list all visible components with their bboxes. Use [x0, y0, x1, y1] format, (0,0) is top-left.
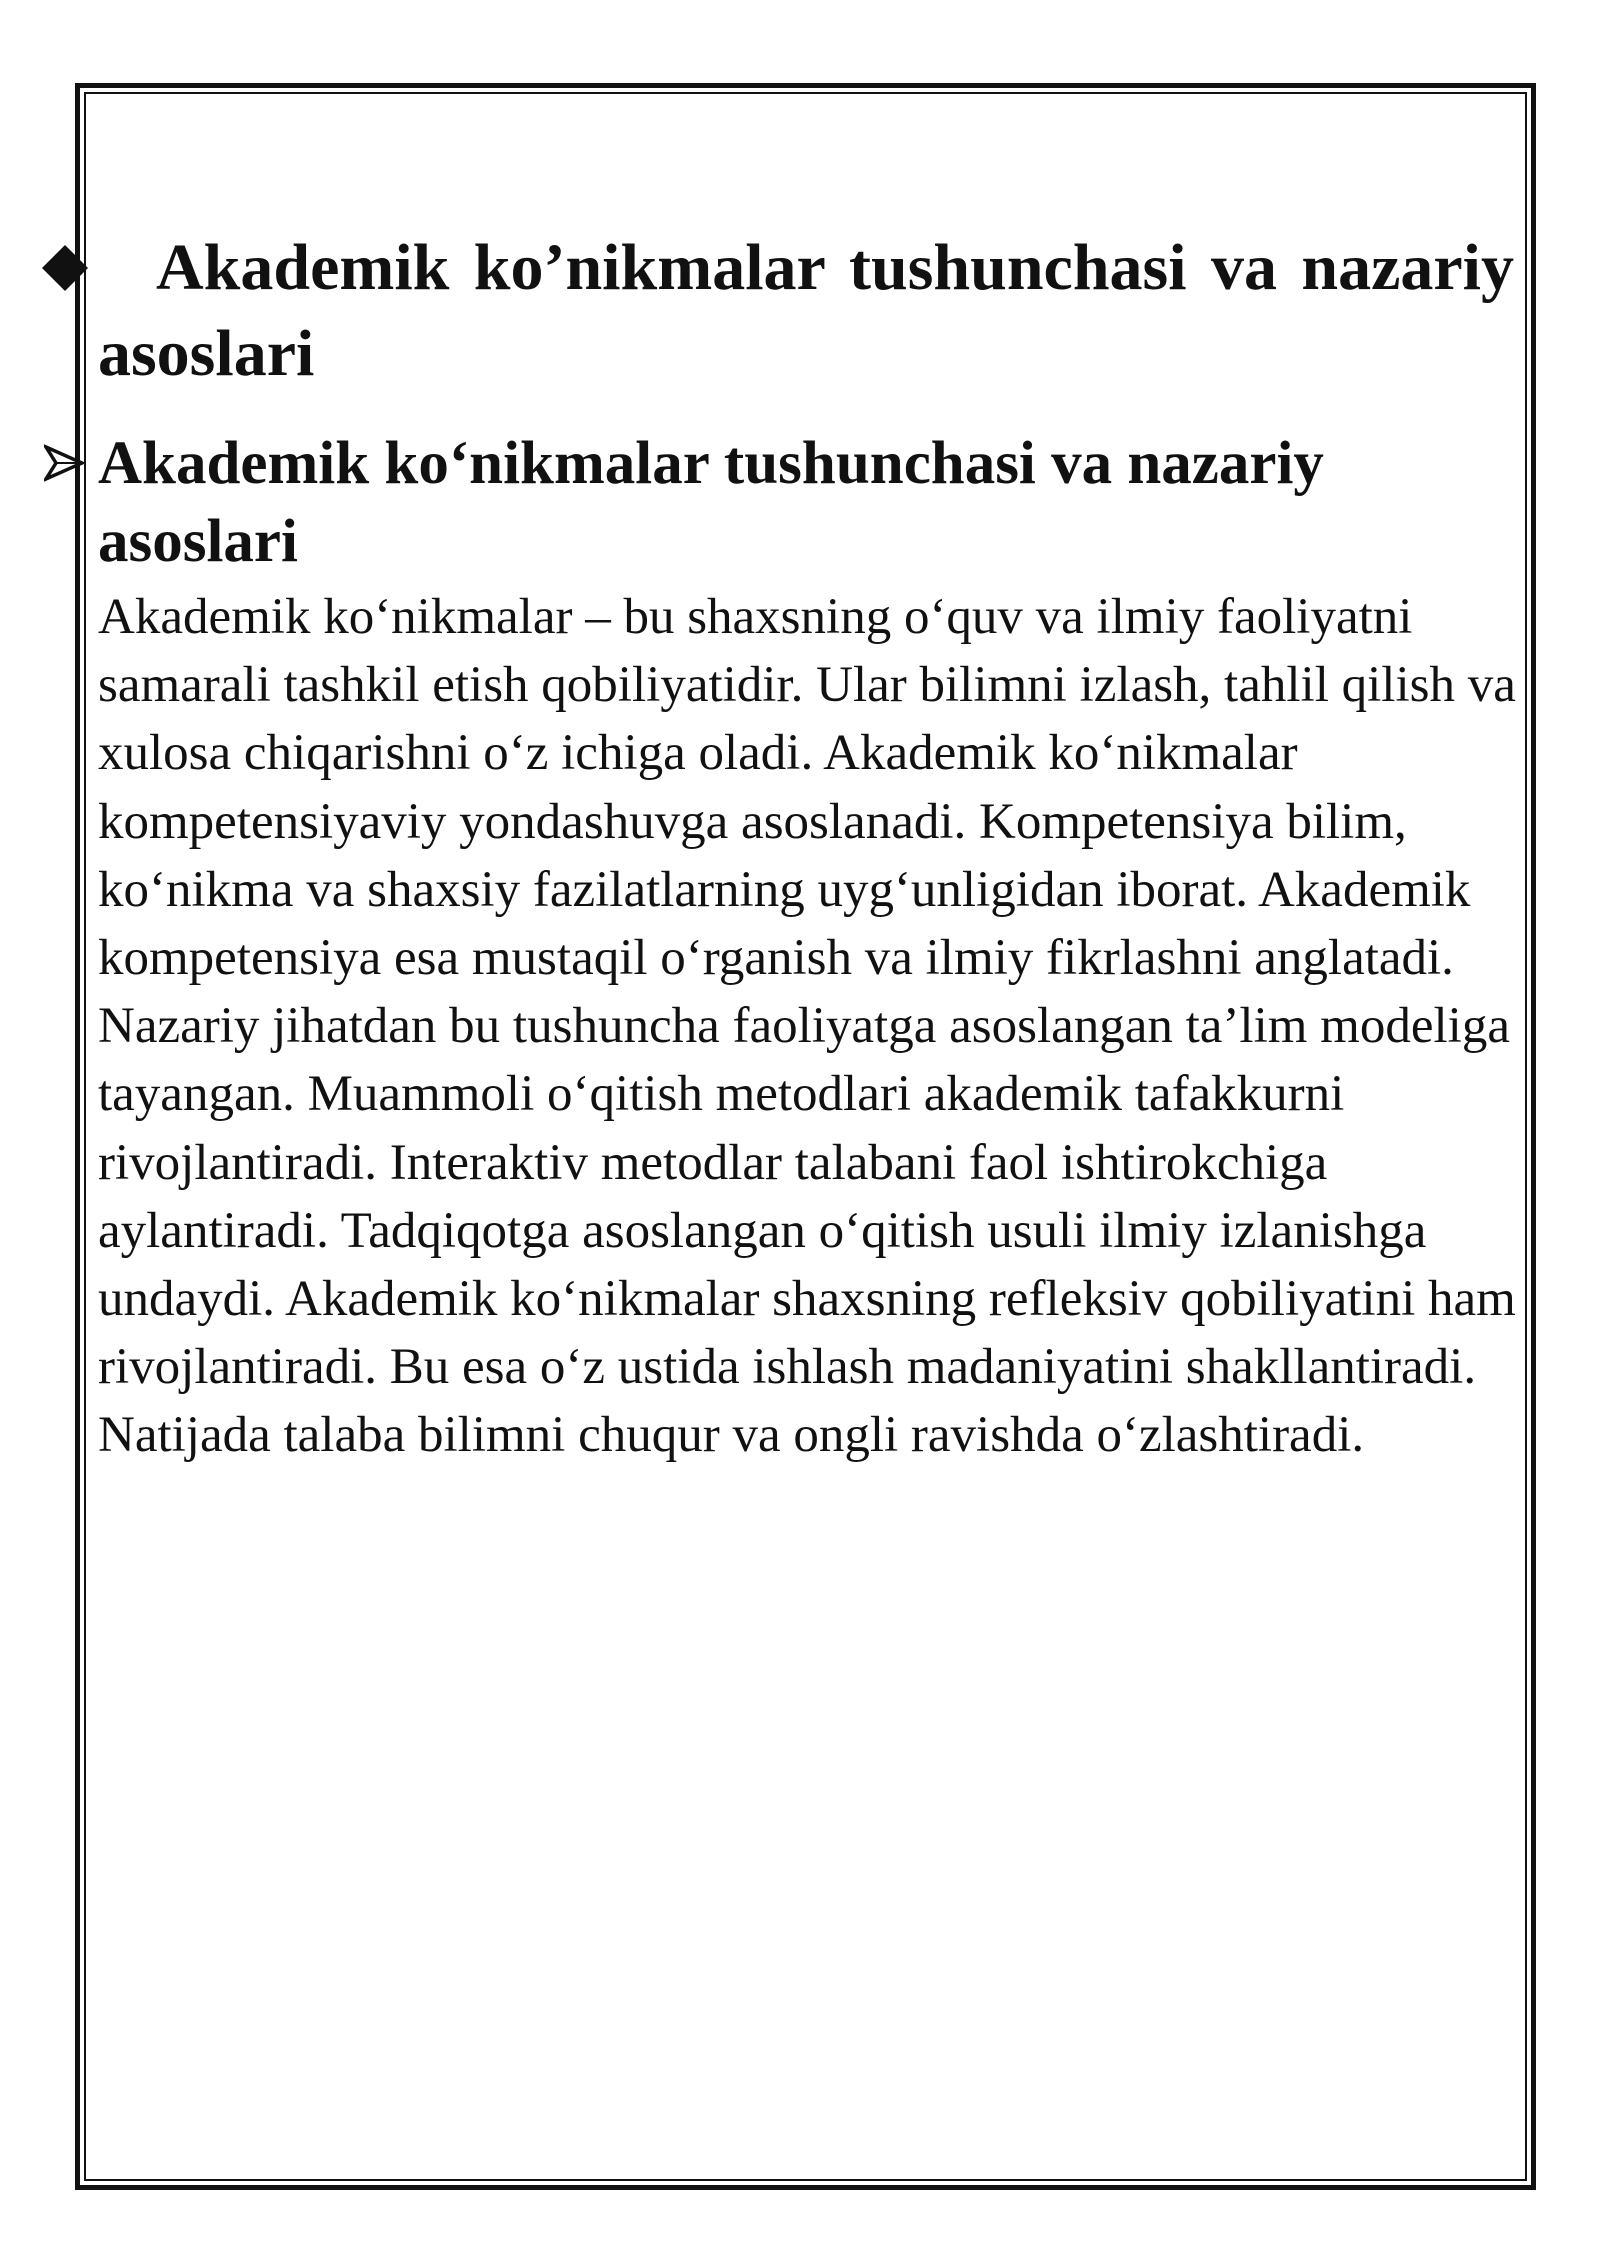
- body-paragraph: Akademik ko‘nikmalar – bu shaxsning o‘quv va ilmiy faoliyatni samarali tashkil etish qobiliyatidir. Ular bilimni izlash, tahlil qilish va xulosa chiqarishni o‘z ichiga oladi. Akademik ko‘nikmalar kompetensiyaviy yondashuvga asoslanadi. Kompetensiya bilim, ko‘nikma va shaxsiy fazilatlarning uyg‘unligidan iborat. Akademik kompetensiya esa mustaqil o‘rganish va ilmiy fikrlashni anglatadi. Nazariy jihatdan bu tushuncha faoliyatga asoslangan ta’lim modeliga tayangan. Muammoli o‘qitish metodlari akademik tafakkurni rivojlantiradi. Interaktiv metodlar talabani faol ishtirokchiga aylantiradi. Tadqiqotga asoslangan o‘qitish usuli ilmiy izlanishga undaydi. Akademik ko‘nikmalar shaxsning refleksiv qobiliyatini ham rivojlantiradi. Bu esa o‘z ustida ishlash madaniyatini shakllantiradi. Natijada talaba bilimni chuqur va ongli ravishda o‘zlashtiradi.: [98, 589, 1516, 1464]
- arrowhead-icon: [44, 443, 84, 483]
- diamond-icon: [42, 245, 88, 291]
- sub-heading-block: [98, 425, 1514, 581]
- main-heading-block: [98, 225, 1514, 397]
- main-heading: Akademik ko’nikmalar tushunchasi va nazariy asoslari: [98, 231, 1514, 390]
- sub-heading: Akademik ko‘nikmalar tushunchasi va nazariy asoslari: [98, 430, 1324, 575]
- document-content: [98, 225, 1514, 1470]
